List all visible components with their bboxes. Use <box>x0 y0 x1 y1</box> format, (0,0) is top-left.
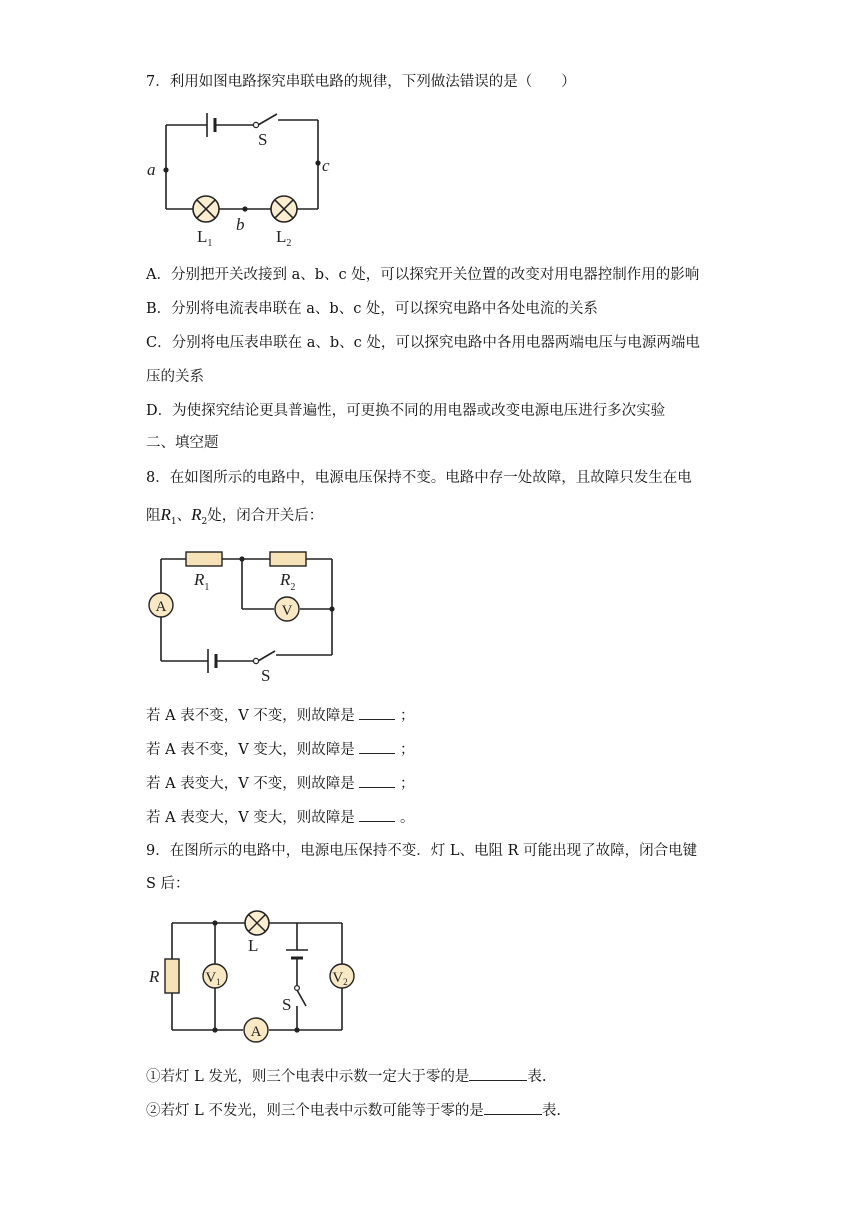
resistor-r2-icon <box>270 552 306 566</box>
switch-label: S <box>261 666 271 685</box>
q8-stem-suffix: 处，闭合开关后： <box>207 508 324 524</box>
switch-icon <box>295 986 306 1006</box>
r1-label: $R_1$ <box>194 570 210 593</box>
lamp-label: L <box>248 936 259 955</box>
answer-blank[interactable] <box>484 1100 542 1115</box>
q8-r2-sub: 2 <box>201 516 208 527</box>
q8-case-1: 若 A 表不变，V 不变，则故障是 ； <box>146 705 415 726</box>
q8-node-right <box>329 606 334 611</box>
voltmeter-v1-icon <box>203 964 227 988</box>
battery-icon <box>208 649 216 673</box>
q7-option-c-continued: 压的关系 <box>146 369 204 385</box>
answer-blank[interactable] <box>359 705 395 720</box>
svg-text:V2: $V_2$ <box>332 970 348 987</box>
q7-option-d[interactable]: D．为使探究结论更具普遍性，可更换不同的用电器或改变电源电压进行多次实验 <box>146 403 666 419</box>
q8-stem-prefix: 阻 <box>146 508 161 524</box>
resistor-r1-icon <box>186 552 222 566</box>
q7-option-a[interactable]: A．分别把开关改接到 a、b、c 处，可以探究开关位置的改变对用电器控制作用的影响 <box>146 267 700 283</box>
switch-label: S <box>258 130 268 149</box>
node-a <box>163 167 168 172</box>
point-a-label: a <box>147 160 156 179</box>
lamp-icon-l1 <box>193 196 219 222</box>
q8-r2-symbol: R <box>191 505 202 524</box>
point-b-label: b <box>236 215 245 234</box>
lamp2-label: $L_2$ <box>276 227 292 249</box>
r2-label: $R_2$ <box>280 570 296 593</box>
ammeter-icon <box>244 1018 268 1042</box>
q8-r1-sub: 1 <box>170 516 177 527</box>
q8-case-4: 若 A 表变大，V 变大，则故障是 。 <box>146 807 415 828</box>
resistor-icon <box>165 959 179 993</box>
q9-node <box>294 1027 299 1032</box>
lamp-icon-l2 <box>271 196 297 222</box>
answer-blank[interactable] <box>359 739 395 754</box>
q8-node-left <box>239 556 244 561</box>
q7-stem: 7．利用如图电路探究串联电路的规律，下列做法错误的是（ ） <box>146 74 576 90</box>
q7-wires <box>166 120 318 209</box>
battery-icon <box>207 113 215 137</box>
q7-circuit-diagram <box>140 108 340 253</box>
q8-stem-line1: 8．在如图所示的电路中，电源电压保持不变。电路中存一处故障，且故障只发生在电 <box>146 470 692 486</box>
q9-node <box>212 920 217 925</box>
q7-option-c[interactable]: C．分别将电压表串联在 a、b、c 处，可以探究电路中各用电器两端电压与电源两端电 <box>146 335 700 351</box>
voltmeter-icon <box>275 597 299 621</box>
q8-case-3: 若 A 表变大，V 不变，则故障是 ； <box>146 773 415 794</box>
battery-icon <box>286 950 308 958</box>
answer-blank[interactable] <box>359 773 395 788</box>
lamp-icon <box>245 911 269 935</box>
svg-text:A: A <box>155 599 167 615</box>
switch-icon <box>253 651 275 664</box>
q9-circuit-diagram <box>140 906 365 1046</box>
q9-stem-line2: S 后： <box>146 876 190 892</box>
resistor-label: R <box>149 967 160 986</box>
point-c-label: c <box>322 156 330 175</box>
voltmeter-v2-icon <box>330 964 354 988</box>
svg-text:A: A <box>250 1024 262 1040</box>
q9-item-1: ①若灯 L 发光，则三个电表中示数一定大于零的是 表. <box>146 1066 546 1087</box>
ammeter-icon <box>149 593 173 617</box>
switch-icon <box>253 114 277 128</box>
q9-stem-line1: 9．在图所示的电路中，电源电压保持不变．灯 L、电阻 R 可能出现了故障，闭合电键 <box>146 843 698 859</box>
node-b <box>242 206 247 211</box>
q9-node <box>212 1027 217 1032</box>
section-title: 二、填空题 <box>146 435 219 451</box>
node-c <box>315 160 320 165</box>
q8-circuit-diagram <box>140 545 350 685</box>
q8-r1-symbol: R <box>160 505 171 524</box>
svg-text:V1: $V_1$ <box>205 970 221 987</box>
q8-wires <box>161 559 332 661</box>
q8-separator: 、 <box>176 508 192 524</box>
q8-stem-line2 <box>146 505 323 532</box>
q7-option-b[interactable]: B．分别将电流表串联在 a、b、c 处，可以探究电路中各处电流的关系 <box>146 301 598 317</box>
q9-item-2: ②若灯 L 不发光，则三个电表中示数可能等于零的是 表. <box>146 1100 561 1121</box>
q8-case-2: 若 A 表不变，V 变大，则故障是 ； <box>146 739 415 760</box>
answer-blank[interactable] <box>469 1066 527 1081</box>
svg-text:V: V <box>281 603 293 619</box>
answer-blank[interactable] <box>359 807 395 822</box>
switch-label: S <box>282 995 292 1014</box>
lamp1-label: $L_1$ <box>197 227 213 249</box>
